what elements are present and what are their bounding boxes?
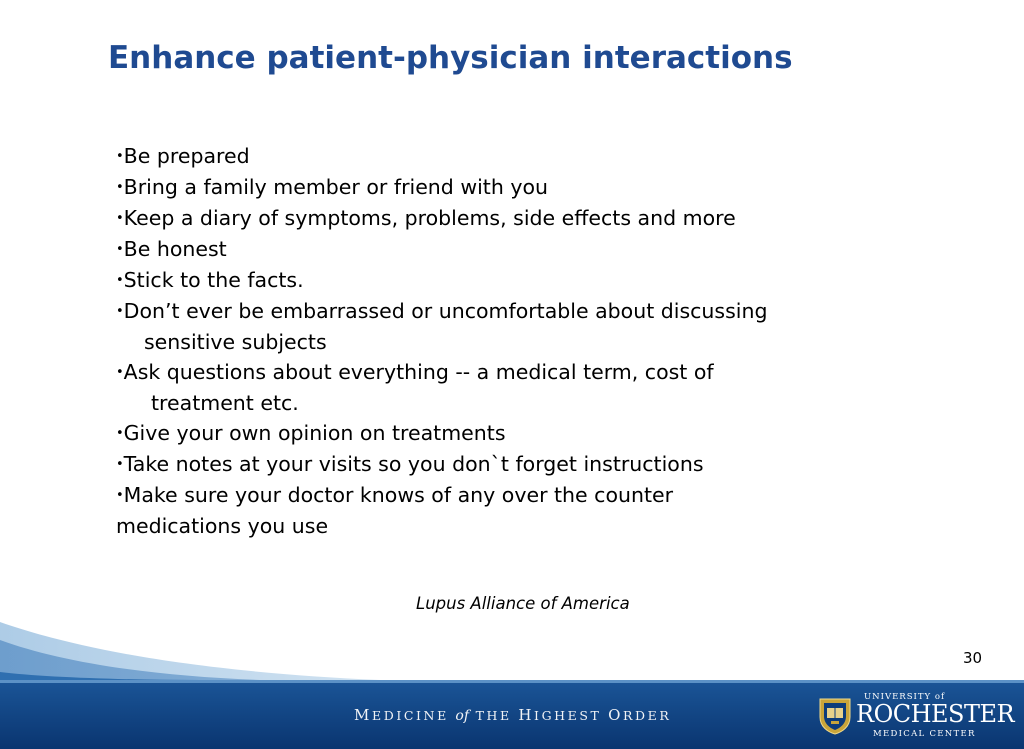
logo-rochester-text: ROCHESTER [856, 700, 1015, 728]
bullet-marker: • [116, 273, 124, 288]
bullet-marker: • [116, 365, 124, 380]
bullet-marker: • [116, 488, 124, 503]
bullet-marker: • [116, 242, 124, 257]
bullet-marker: • [116, 149, 124, 164]
bullet-marker: • [116, 180, 124, 195]
bullet-item: •Give your own opinion on treatments [116, 421, 506, 445]
bullet-item: •Make sure your doctor knows of any over the counter [116, 483, 674, 507]
bullet-continuation: treatment etc. [151, 391, 299, 415]
university-logo [818, 692, 1015, 744]
bullet-item: •Keep a diary of symptoms, problems, side effects and more [116, 206, 736, 230]
bullet-continuation: medications you use [116, 514, 329, 538]
bullet-marker: • [116, 426, 124, 441]
shield-icon [818, 695, 852, 735]
bullet-item: •Don’t ever be embarrassed or uncomfortable about discussing [116, 299, 768, 323]
source-citation: Lupus Alliance of America [416, 594, 630, 613]
bullet-marker: • [116, 457, 124, 472]
bullet-marker: • [116, 211, 124, 226]
bullet-item: •Bring a family member or friend with you [116, 175, 549, 199]
slide-title: Enhance patient-physician interactions [108, 40, 793, 76]
bullet-item: •Stick to the facts. [116, 268, 304, 292]
bullet-item: •Be prepared [116, 144, 250, 168]
page-number: 30 [963, 649, 983, 667]
logo-university-text: UNIVERSITY of [864, 692, 946, 702]
bullet-item: •Be honest [116, 237, 227, 261]
bullet-item: •Ask questions about everything -- a medical term, cost of [116, 360, 714, 384]
bullet-marker: • [116, 304, 124, 319]
footer-tagline: MEDICINE of THE HIGHEST ORDER [354, 706, 672, 724]
logo-medical-center-text: MEDICAL CENTER [873, 729, 976, 739]
bullet-continuation: sensitive subjects [144, 330, 327, 354]
bullet-item: •Take notes at your visits so you don`t forget instructions [116, 452, 704, 476]
